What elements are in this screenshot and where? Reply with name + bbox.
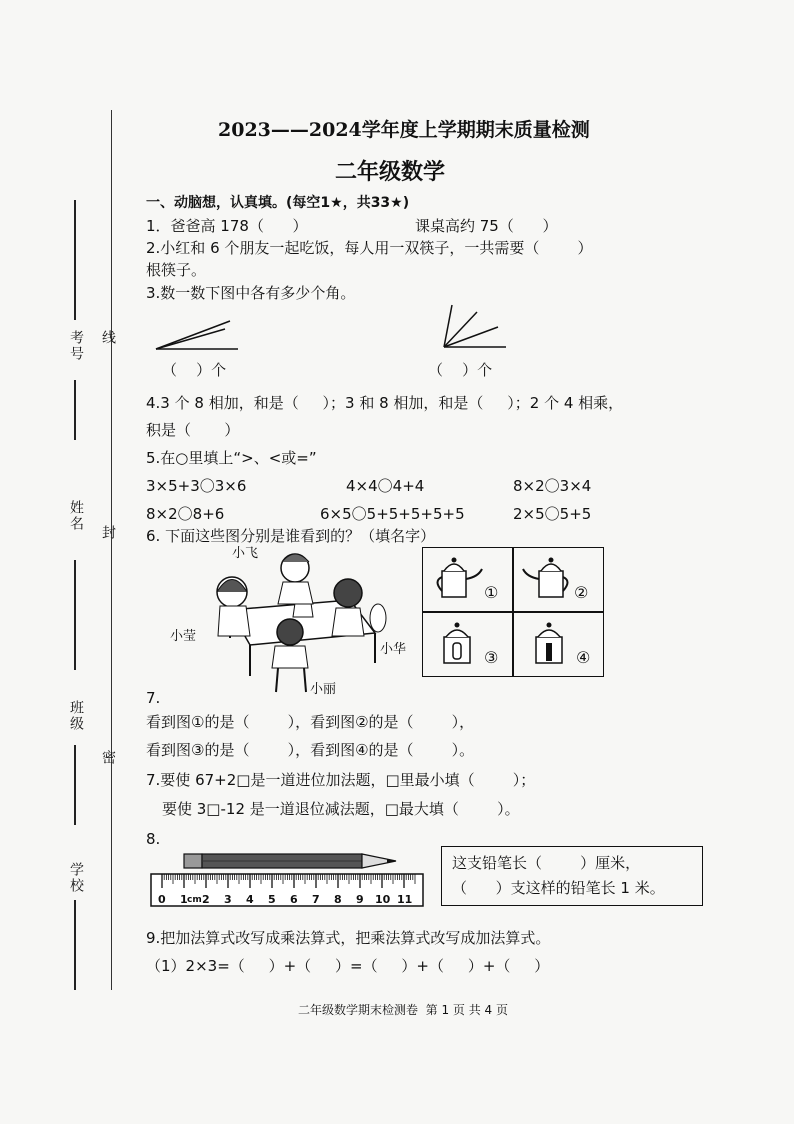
ruler-label-2: 2 [202, 893, 210, 906]
q8-box-line-a: 这支铅笔长（ ）厘米， [452, 854, 641, 872]
ruler-label-9: 9 [356, 893, 364, 906]
ruler-label-7: 7 [312, 893, 320, 906]
q3-answer-1: （ ）个 [162, 361, 227, 379]
kaohao-label: 考号 [68, 330, 84, 362]
q5-item-3: 8×2〇3×4 [513, 477, 592, 495]
kaohao-blank-2 [74, 380, 76, 440]
xuexiao-label: 学校 [68, 862, 84, 894]
ruler-label-0: 0 [158, 893, 166, 906]
q3-text: 3.数一数下图中各有多少个角。 [146, 284, 356, 302]
exam-title: 2023——2024学年度上学期期末质量检测 [218, 119, 590, 141]
angle-figure-1 [150, 315, 250, 360]
q7-line-b: 看到图③的是（ ），看到图④的是（ ）。 [146, 741, 475, 759]
name-xiaoli: 小丽 [310, 682, 337, 697]
ruler-label-8: 8 [334, 893, 342, 906]
view-label-2: ② [574, 583, 589, 602]
banji-blank [74, 745, 76, 825]
ruler-label-10: 10 [375, 893, 391, 906]
teapot-view-1 [430, 553, 490, 605]
view-grid-hline [423, 611, 603, 613]
ruler-unit: cm [187, 895, 202, 905]
q9-text: 9.把加法算式改写成乘法算式，把乘法算式改写成加法算式。 [146, 929, 551, 947]
name-xiaofei: 小飞 [232, 546, 259, 561]
q8-box-line-b: （ ）支这样的铅笔长 1 米。 [452, 879, 665, 897]
q7-line-a: 看到图①的是（ ），看到图②的是（ ）， [146, 713, 475, 731]
q2-line-2: 根筷子。 [146, 261, 207, 279]
q6-text: 6. 下面这些图分别是谁看到的？（填名字） [146, 527, 436, 545]
q5-text: 5.在○里填上“>、<或=” [146, 449, 317, 467]
ruler-label-11: 11 [397, 893, 413, 906]
q7-number: 7. [146, 689, 161, 707]
teapot-view-3 [436, 617, 480, 669]
q7-line-d: 要使 3□-12 是一道退位减法题，□最大填（ ）。 [162, 800, 520, 818]
xingming-blank [74, 560, 76, 670]
view-label-3: ③ [484, 648, 499, 667]
xuexiao-blank [74, 900, 76, 990]
angle-figure-2 [432, 302, 522, 357]
ruler-labels [150, 890, 424, 906]
xian-label: 线 [100, 330, 116, 346]
ruler-label-5: 5 [268, 893, 276, 906]
q2-line-1: 2.小红和 6 个朋友一起吃饭，每人用一双筷子，一共需要（ ） [146, 239, 593, 257]
q9-part-1: （1）2×3=（ ）+（ ）=（ ）+（ ）+（ ） [146, 957, 550, 975]
q8-answer-box [441, 846, 703, 906]
q3-answer-2: （ ）个 [428, 361, 493, 379]
ruler-label-3: 3 [224, 893, 232, 906]
q5-item-6: 2×5〇5+5 [513, 505, 592, 523]
q1-part-b: 课桌高约 75（ ） [415, 217, 558, 235]
q5-item-2: 4×4〇4+4 [346, 477, 425, 495]
kaohao-blank [74, 200, 76, 320]
q1-part-a: 1．爸爸高 178（ ） [146, 217, 308, 235]
pencil-illustration [182, 850, 406, 872]
ruler-label-4: 4 [246, 893, 254, 906]
q7-line-c: 7.要使 67+2□是一道进位加法题，□里最小填（ ）； [146, 771, 536, 789]
ruler-label-6: 6 [290, 893, 298, 906]
mi-label: 密 [100, 750, 116, 766]
q5-item-1: 3×5+3〇3×6 [146, 477, 247, 495]
q4-line-2: 积是（ ） [146, 421, 240, 439]
xingming-label: 姓名 [68, 500, 84, 532]
q5-item-5: 6×5〇5+5+5+5+5 [320, 505, 465, 523]
q4-line-1: 4.3 个 8 相加，和是（ ）；3 和 8 相加，和是（ ）；2 个 4 相乘， [146, 394, 624, 412]
name-xiaohua: 小华 [380, 642, 407, 657]
exam-subtitle: 二年级数学 [335, 159, 446, 185]
teapot-view-4 [528, 617, 572, 669]
view-label-1: ① [484, 583, 499, 602]
name-xiaoying: 小莹 [170, 629, 197, 644]
page-footer: 二年级数学期末检测卷 第 1 页 共 4 页 [298, 1003, 508, 1017]
teapot-view-2 [519, 553, 579, 605]
banji-label: 班级 [68, 700, 84, 732]
table-scene-illustration [200, 548, 400, 696]
section-heading: 一、动脑想，认真填。(每空1★，共33★) [146, 195, 410, 211]
binding-margin [0, 0, 130, 1124]
q8-number: 8. [146, 830, 161, 848]
q5-item-4: 8×2〇8+6 [146, 505, 225, 523]
feng-label: 封 [100, 525, 116, 541]
binding-dashed-line [111, 110, 112, 990]
view-label-4: ④ [576, 648, 591, 667]
ruler-label-1: 1 [180, 893, 188, 906]
